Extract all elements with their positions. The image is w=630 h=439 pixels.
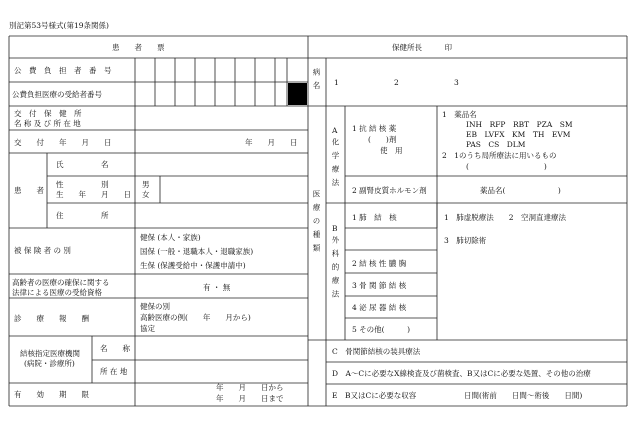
birth-label: 生 年 月 日 — [56, 190, 131, 199]
sex-label: 性 別 — [56, 180, 109, 189]
elderly-label-2: 法律による医療の受給資格 — [12, 288, 102, 297]
address-label: 住 所 — [56, 211, 109, 220]
local-use-label: 2 1のうち局所療法に用いるもの — [442, 151, 557, 160]
insurance-option-2: 国保 (一般・退職本人・退職家族) — [140, 247, 254, 256]
usage-label: 使 用 — [380, 146, 403, 155]
name-label: 氏 名 — [56, 160, 109, 169]
sex-male: 男 — [142, 180, 150, 189]
chemotherapy-letter: A — [332, 126, 338, 135]
chief-seal-label: 保健所長 印 — [392, 43, 452, 52]
validity-to: 年 月 日まで — [216, 394, 284, 403]
validity-from: 年 月 日から — [216, 383, 284, 392]
treatment-reward-label: 診 療 報 酬 — [14, 314, 89, 323]
reward-option-1: 健保の別 — [140, 302, 170, 311]
urinary-tb-label: 4 泌 尿 器 結 核 — [352, 303, 407, 312]
disease-name-label: 病名 — [312, 68, 321, 95]
sex-female: 女 — [142, 190, 150, 199]
drugs-row-3: PAS CS DLM — [466, 140, 526, 149]
chemotherapy-label: 化学療法 — [331, 138, 340, 192]
row-e-dates: 日間(術前 日間～術後 日間) — [464, 391, 583, 400]
elderly-value: 有 ・ 無 — [203, 283, 231, 292]
tb-institution-label-2: (病院・診療所) — [24, 359, 75, 368]
form-title: 別記第53号様式(第19条関係) — [9, 21, 109, 30]
bone-joint-tb-label: 3 骨 関 節 結 核 — [352, 281, 407, 290]
dose-form-label: ( )剤 — [368, 135, 397, 144]
institution-address-label: 所 在 地 — [100, 367, 128, 376]
institution-name-label: 名 称 — [100, 344, 130, 353]
row-e-label: E B又はCに必要な収容 — [332, 391, 417, 400]
elderly-label-1: 高齢者の医療の確保に関する — [12, 278, 110, 287]
adrenal-hormone-label: 2 副腎皮質ホルモン剤 — [352, 186, 427, 195]
drugs-row-2: EB LVFX KM TH EVM — [466, 130, 571, 139]
public-recipient-number-label: 公費負担医療の受給者番号 — [12, 90, 102, 99]
lung-tb-label: 1 肺 結 核 — [352, 213, 397, 222]
tb-empyema-label: 2 結 核 性 膿 胸 — [352, 259, 407, 268]
disease-number-2: 2 — [394, 78, 399, 87]
row-c-label: C 骨関節結核の装具療法 — [332, 347, 421, 356]
anti-tb-drug-label: 1 抗 結 核 薬 — [352, 124, 397, 133]
insurance-option-3: 生保 (保護受給中・保護申請中) — [140, 261, 246, 270]
surgery-option-1: 1 肺虚脱療法 2 空洞直達療法 — [444, 213, 567, 222]
other-label: 5 その他( ) — [352, 325, 411, 334]
local-use-paren: ( ) — [466, 162, 547, 171]
insured-type-label: 被 保 険 者 の 別 — [14, 246, 71, 255]
delivery-health-center-label: 交 付 保 健 所 — [14, 109, 82, 118]
public-payer-number-label: 公 費 負 担 者 番 号 — [14, 66, 112, 75]
reward-option-3: 協定 — [140, 324, 155, 333]
patient-ticket-title: 患 者 票 — [112, 43, 165, 52]
drugs-title: 1 薬品名 — [442, 110, 477, 119]
disease-number-1: 1 — [334, 78, 339, 87]
validity-label: 有 効 期 限 — [14, 390, 89, 399]
insurance-option-1: 健保 (本人・家族) — [140, 233, 201, 242]
delivery-date-value: 年 月 日 — [245, 138, 298, 147]
name-address-label: 名 称 及 び 所 在 地 — [14, 119, 81, 128]
row-d-label: D A～Cに必要なX線検査及び菌検査、B又はCに必要な処置、その他の治療 — [332, 369, 591, 378]
black-filled-box — [288, 83, 307, 105]
surgery-label: 外科的療法 — [331, 236, 340, 304]
reward-option-2: 高齢医療の例( 年 月から) — [140, 313, 251, 322]
delivery-date-label: 交 付 年 月 日 — [14, 138, 112, 147]
tb-institution-label-1: 結核指定医療機関 — [20, 349, 80, 358]
surgery-option-2: 3 肺切除術 — [444, 236, 487, 245]
drugs-row-1: INH RFP RBT PZA SM — [466, 120, 573, 129]
disease-number-3: 3 — [454, 78, 459, 87]
surgery-letter: B — [332, 224, 338, 233]
treatment-type-label: 医療の種類 — [312, 190, 321, 258]
drug-name-field: 薬品名( ) — [480, 186, 561, 195]
patient-label: 患 者 — [14, 186, 44, 195]
